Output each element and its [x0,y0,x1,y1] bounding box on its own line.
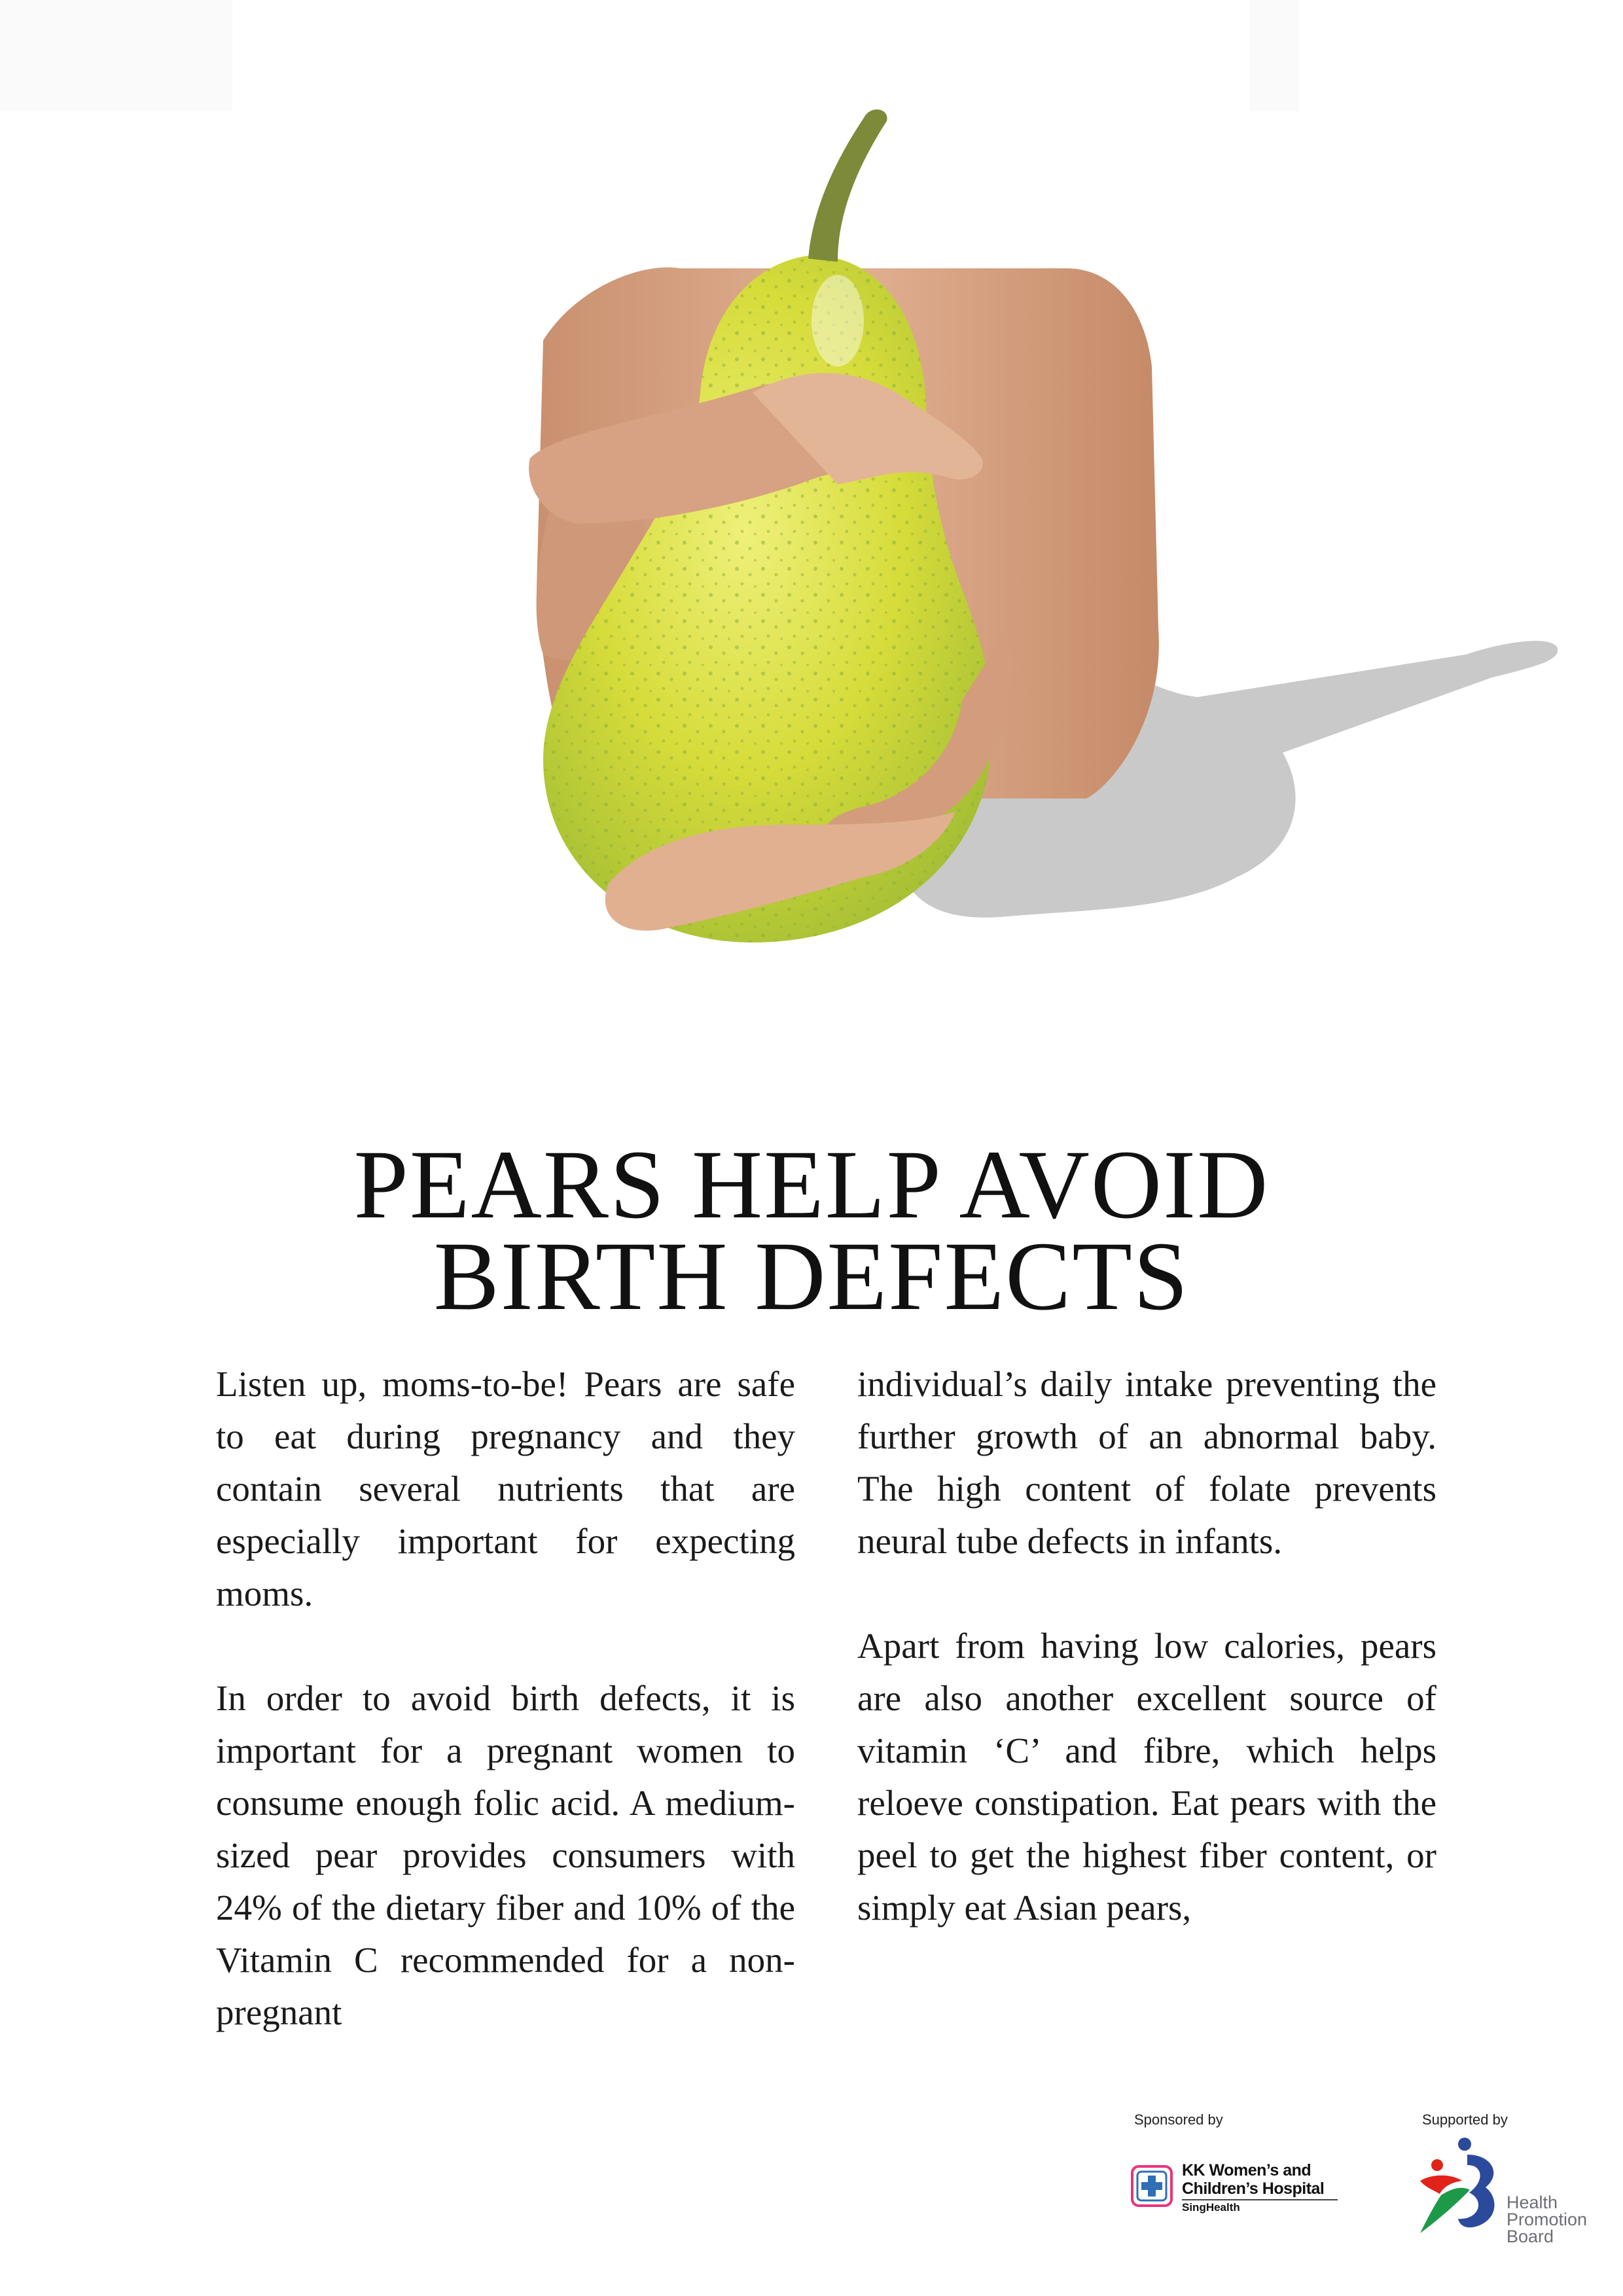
kk-cross-icon [1131,2165,1173,2207]
headline-line-2: BIRTH DEFECTS [433,1222,1190,1331]
hpb-name-line-3: Board [1507,2227,1554,2246]
hpb-name-line-2: Promotion [1507,2210,1588,2229]
hpb-name-line-1: Health [1507,2193,1558,2212]
paragraph-folate: individual’s daily intake preventing the further growth of an abnormal baby. The high content of folate prevents neural tube defects in infants. [857,1364,1436,1561]
kk-name-line-1: KK Women’s and [1182,2161,1311,2179]
paragraph-folic-acid: In order to avoid birth defects, it is important for a pregnant women to consume enough folic acid. A medium-sized pear provides consumers with 24% of the dietary fiber and 10% of the Vitamin C recommended for a non-pregnant [216,1678,795,2032]
pear-stem [808,109,887,262]
headline-line-1: PEARS HELP AVOID [353,1130,1270,1239]
paragraph-intro: Listen up, moms-to-be! Pears are safe to eat during pregnancy and they contain several nutrients that are especially important for expecting moms. [216,1364,795,1613]
hpb-logo [1407,2135,1603,2246]
pear-illustration [445,92,1571,1008]
sponsored-by-label: Sponsored by [1134,2111,1223,2128]
headline [0,1130,1623,1331]
corner-patch-left [0,0,232,111]
body-column-right [857,1358,1436,1986]
body-column-left [216,1358,795,2091]
paragraph-fibre: Apart from having low calories, pears are also another excellent source of vitamin ‘C’ and fibre, which helps reloeve constipation. Eat pears with the peel to get the highest fiber content, or simply eat Asian pears, [857,1626,1436,1928]
kk-singhealth: SingHealth [1182,2201,1240,2214]
supported-by-label: Supported by [1422,2111,1508,2128]
kk-name-line-2: Children’s Hospital [1182,2179,1325,2198]
kk-divider [1182,2199,1338,2200]
kk-hospital-logo [1131,2160,1340,2214]
hpb-figure-icon [1407,2135,1505,2240]
